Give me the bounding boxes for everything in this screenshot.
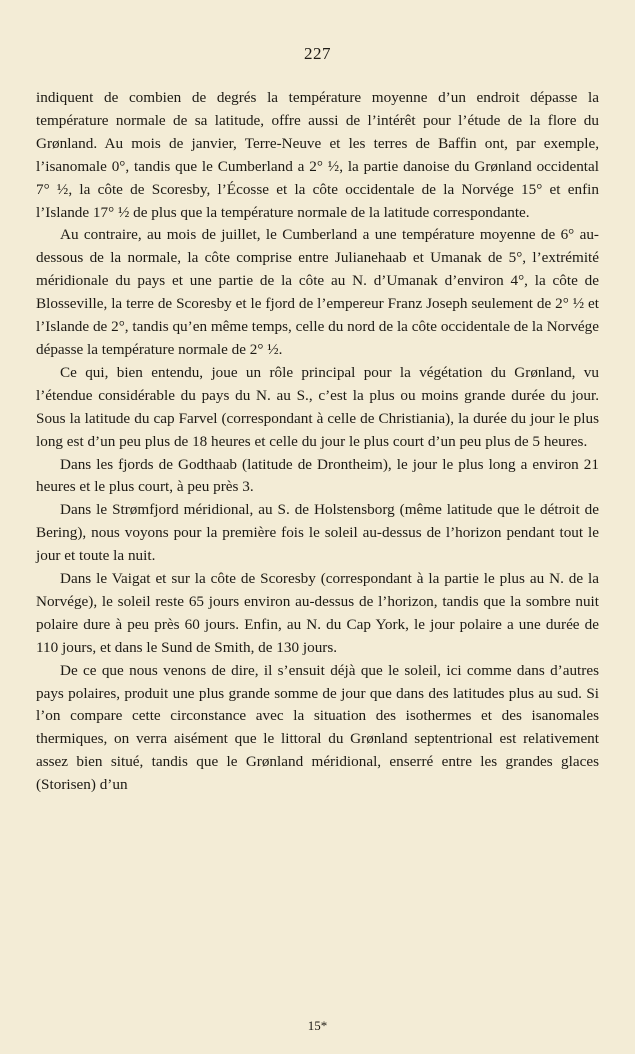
- book-page: [36, 0, 599, 1054]
- paragraph: Dans le Strømfjord méridional, au S. de Holstensborg (même latitude que le détroit de Bering), nous voyons pour la première fois le soleil au-dessus de l’horizon pendant tout le jour et toute la nuit.: [36, 501, 599, 565]
- paragraph: Dans les fjords de Godthaab (latitude de Drontheim), le jour le plus long a environ 21 heures et le plus court, à peu près 3.: [36, 455, 599, 496]
- paragraph: Dans le Vaigat et sur la côte de Scoresby (correspondant à la partie le plus au N. de la Norvége), le soleil reste 65 jours environ au-dessus de l’horizon, tandis que la sombre nuit polaire dure à peu près 60 jours. Enfin, au N. du Cap York, le jour polaire a une durée de 110 jours, et dans le Sund de Smith, de 130 jours.: [36, 570, 599, 656]
- paragraph: De ce que nous venons de dire, il s’ensuit déjà que le soleil, ici comme dans d’autres pays polaires, produit une plus grande somme de jour que dans des latitudes plus au sud. Si l’on compare cette circonstance avec la situation des isothermes et des isanomales thermiques, on verra aisément que le littoral du Grønland septentrional est relativement assez bien situé, tandis que le Grønland méridional, enserré entre les grandes glaces (Storisen) d’un: [36, 661, 599, 794]
- paragraph: Ce qui, bien entendu, joue un rôle principal pour la végétation du Grønland, vu l’étendue considérable du pays du N. au S., c’est la plus ou moins grande durée du jour. Sous la latitude du cap Farvel (correspondant à celle de Christiania), la durée du jour le plus long est d’un peu plus de 18 heures et celle du jour le plus court d’un peu plus de 5 heures.: [36, 363, 599, 450]
- signature-mark: 15*: [307, 1018, 328, 1033]
- paragraph: Au contraire, au mois de juillet, le Cumberland a une température moyenne de 6° au-dessous de la normale, la côte comprise entre Julianehaab et Umanak de 5°, l’extrémité méridionale du pays et une partie de la côte au N. d’Umanak d’environ 4°, la côte de Blosseville, la terre de Scoresby et le fjord de l’empereur Franz Joseph seulement de 2° ½ et l’Islande de 2°, tandis qu’en même temps, celle du nord de la côte occidentale de la Norvége dépasse la température normale de 2° ½.: [36, 226, 599, 358]
- paragraph: indiquent de combien de degrés la température moyenne d’un endroit dépasse la température normale de sa latitude, offre aussi de l’intérêt pour l’étude de la flore du Grønland. Au mois de janvier, Terre-Neuve et les terres de Baffin ont, par exemple, l’isanomale 0°, tandis que le Cumberland a 2° ½, la partie danoise du Grønland occidental 7° ½, la côte de Scoresby, l’Écosse et la côte occidentale de la Norvége 15° et enfin l’Islande 17° ½ de plus que la température normale de la latitude correspondante.: [36, 89, 599, 221]
- page-number: 227: [304, 44, 331, 63]
- body-text: [36, 87, 599, 797]
